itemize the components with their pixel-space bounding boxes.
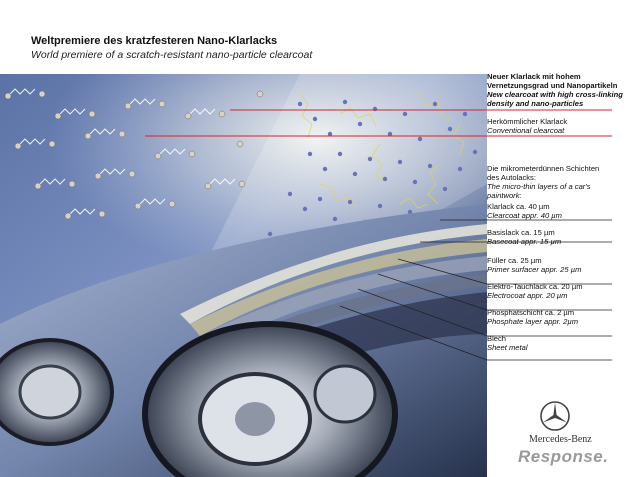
label-primer-en: Primer surfacer appr. 25 µm <box>487 265 582 274</box>
label-sheet-metal-de: Blech <box>487 334 506 343</box>
label-basecoat <box>487 228 561 246</box>
label-phosphate-en: Phosphate layer appr. 2µm <box>487 317 579 326</box>
watermark: Response. <box>518 447 609 466</box>
label-phosphate-de: Phosphatschicht ca. 2 µm <box>487 308 575 317</box>
label-primer-de: Füller ca. 25 µm <box>487 256 542 265</box>
label-clearcoat-de: Klarlack ca. 40 µm <box>487 202 550 211</box>
label-basecoat-de: Basislack ca. 15 µm <box>487 228 555 237</box>
label-sheet-metal <box>487 334 528 352</box>
label-sheet-metal-en: Sheet metal <box>487 343 528 352</box>
mercedes-star-logo <box>539 400 571 432</box>
brand-name: Mercedes-Benz <box>529 434 592 445</box>
label-layers-intro <box>487 164 599 200</box>
label-clearcoat-en: Clearcoat appr. 40 µm <box>487 211 563 220</box>
label-new-clearcoat-en2: density and nano-particles <box>487 99 584 108</box>
label-clearcoat <box>487 202 562 220</box>
label-conventional-clearcoat <box>487 117 567 135</box>
label-new-clearcoat <box>487 72 623 108</box>
title-german: Weltpremiere des kratzfesteren Nano-Klarlacks <box>31 35 278 47</box>
label-conventional-de: Herkömmlicher Klarlack <box>487 117 568 126</box>
label-layers-intro-de2: des Autolacks: <box>487 173 536 182</box>
header <box>0 0 640 74</box>
label-electrocoat-de: Elektro-Tauchlack ca. 20 µm <box>487 282 583 291</box>
label-new-clearcoat-de2: Vernetzungsgrad und Nanopartikeln <box>487 81 618 90</box>
label-conventional-en: Conventional clearcoat <box>487 126 565 135</box>
label-new-clearcoat-en: New clearcoat with high cross-linking <box>487 90 623 99</box>
label-layers-intro-en: The micro-thin layers of a car's <box>487 182 591 191</box>
label-electrocoat-en: Electrocoat appr. 20 µm <box>487 291 568 300</box>
label-basecoat-en: Basecoat appr. 15 µm <box>487 237 562 246</box>
label-layers-intro-en2: paintwork: <box>487 191 522 200</box>
title-english: World premiere of a scratch-resistant nano-particle clearcoat <box>31 49 313 61</box>
label-electrocoat <box>487 282 583 300</box>
label-new-clearcoat-de: Neuer Klarlack mit hohem <box>487 72 581 81</box>
label-layers-intro-de: Die mikrometerdünnen Schichten <box>487 164 600 173</box>
label-phosphate <box>487 308 578 326</box>
label-primer <box>487 256 581 274</box>
